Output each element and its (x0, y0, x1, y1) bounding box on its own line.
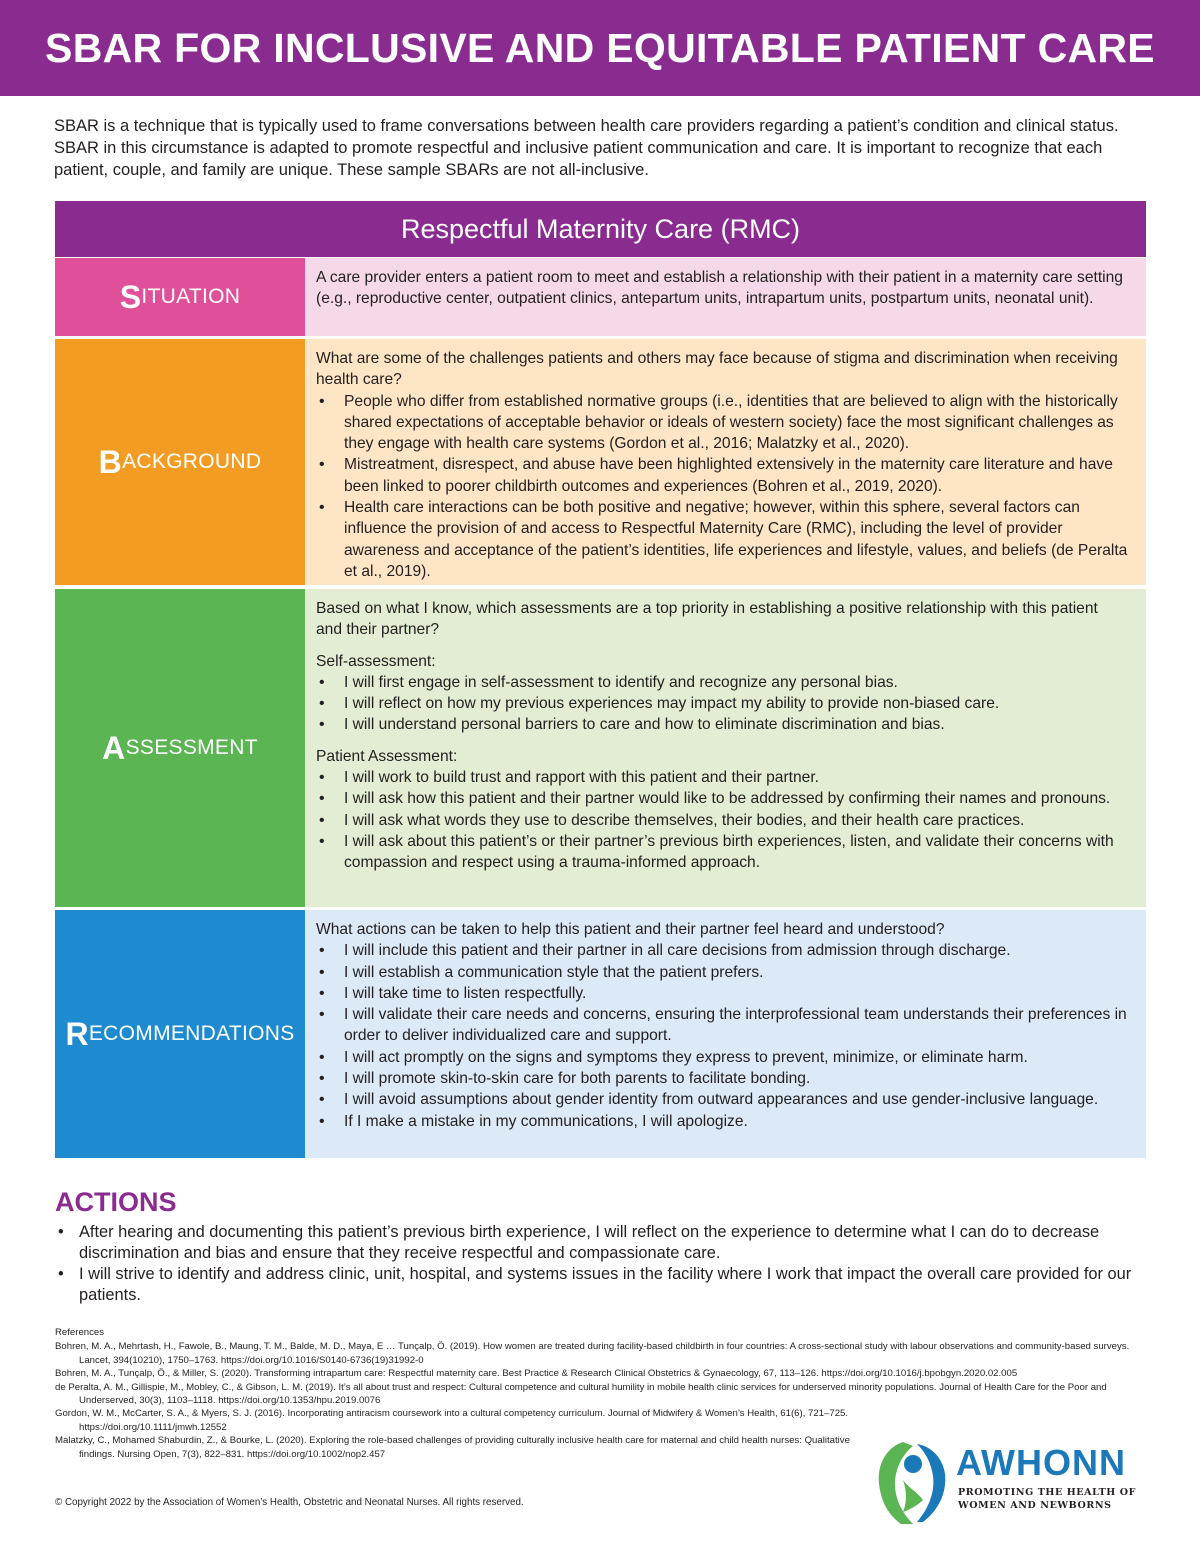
actions-heading: ACTIONS (55, 1187, 177, 1217)
background-label-rest: ACKGROUND (122, 450, 262, 473)
situation-label-rest: ITUATION (141, 285, 241, 308)
logo-wordmark: AWHONN (956, 1442, 1126, 1483)
assessment-label-rest: SSESSMENT (125, 736, 258, 759)
title-bar (0, 0, 1200, 96)
list-item: • I will ask what words they use to describe themselves, their bodies, and their health care practices. (316, 810, 1128, 831)
list-item: • I will ask about this patient’s or their partner’s previous birth experiences, listen, and validate their concerns with compassion and respect using a trauma-informed approach. (316, 831, 1128, 874)
list-item: • Health care interactions can be both positive and negative; however, within this sphere, several factors can influence the provision of and access to Respectful Maternity Care (RMC), including the level of provider awareness and acceptance of the patient’s identities, life experiences and lifestyle, values, and beliefs (de Peralta et al., 2019). (316, 497, 1128, 582)
list-item: • I will strive to identify and address clinic, unit, hospital, and systems issues in the facility where I work that impact the overall care provided for our patients. (55, 1264, 1145, 1306)
background-row (55, 339, 1146, 585)
list-item: • I will reflect on how my previous experiences may impact my ability to provide non-biased care. (316, 693, 1128, 714)
background-content (305, 339, 1146, 585)
list-item: • I will first engage in self-assessment to identify and recognize any personal bias. (316, 672, 1128, 693)
recommendations-question: What actions can be taken to help this patient and their partner feel heard and understood? (316, 921, 945, 938)
recommendations-content (305, 910, 1146, 1158)
logo-tagline-line-1: PROMOTING THE HEALTH OF (958, 1487, 1136, 1498)
situation-row (55, 258, 1146, 336)
recommendations-label (55, 910, 305, 1158)
list-item: • I will include this patient and their partner in all care decisions from admission through discharge. (316, 940, 1128, 961)
list-item: • I will work to build trust and rapport with this patient and their partner. (316, 767, 1128, 788)
list-item: • I will act promptly on the signs and symptoms they express to prevent, minimize, or eliminate harm. (316, 1047, 1128, 1068)
assessment-content (305, 589, 1146, 907)
list-item: • I will promote skin-to-skin care for both parents to facilitate bonding. (316, 1068, 1128, 1089)
background-label-initial: B (98, 443, 123, 480)
situation-label-initial: S (119, 278, 142, 315)
intro-paragraph: SBAR is a technique that is typically used to frame conversations between health care providers regarding a patient’s condition and clinical status. SBAR in this circumstance is adapted to promote respectful and inclusive patient communication and care. It is important to recognize that each patient, couple, and family are unique. These sample SBARs are not all-inclusive. (54, 117, 1119, 179)
patient-assessment-heading: Patient Assessment: (316, 747, 458, 765)
list-item: • Mistreatment, disrespect, and abuse have been highlighted extensively in the maternity care literature and have been linked to poorer childbirth outcomes and experiences (Bohren et al., 2019, 2020). (316, 454, 1128, 497)
background-label (55, 339, 305, 585)
background-list (316, 391, 1128, 583)
awhonn-figure-icon (873, 1440, 953, 1525)
assessment-label-initial: A (102, 729, 126, 766)
copyright: © Copyright 2022 by the Association of Women’s Health, Obstetric and Neonatal Nurses. All rights reserved. (55, 1497, 524, 1508)
recommendations-list (316, 940, 1128, 1132)
reference-item: de Peralta, A. M., Gillispie, M., Mobley, C., & Gibson, L. M. (2019). It’s all about trust and respect: Cultural competence and cultural humility in mobile health clinic services for underserved minority populations. Journal of Health Care for the Poor and Underserved, 30(3), 1103–1118. https://doi.org/10.1353/hpu.2019.0076 (55, 1381, 1107, 1407)
assessment-row (55, 589, 1146, 907)
recommendations-row (55, 910, 1146, 1158)
patient-assessment-list (316, 767, 1128, 873)
list-item: • After hearing and documenting this patient’s previous birth experience, I will reflect on the experience to determine what I can do to decrease discrimination and bias and ensure that they receive respectful and compassionate care. (55, 1222, 1145, 1264)
list-item: • I will understand personal barriers to care and how to eliminate discrimination and bias. (316, 714, 1128, 735)
situation-label (55, 258, 305, 336)
list-item: • If I make a mistake in my communications, I will apologize. (316, 1111, 1128, 1132)
list-item: • I will validate their care needs and concerns, ensuring the interprofessional team understands their preferences in order to deliver individualized care and support. (316, 1004, 1128, 1047)
recommendations-label-rest: ECOMMENDATIONS (88, 1022, 295, 1045)
actions-list (55, 1222, 1145, 1306)
self-assessment-list (316, 672, 1128, 736)
list-item: • People who differ from established normative groups (i.e., identities that are believed to align with the historically shared expectations of acceptable behavior or ideals of western society) face the most significant challenges as they engage with health care systems (Gordon et al., 2016; Malatzky et al., 2020). (316, 391, 1128, 455)
reference-item: Gordon, W. M., McCarter, S. A., & Myers, S. J. (2016). Incorporating antiracism coursework into a cultural competency curriculum. Journal of Midwifery & Women’s Health, 61(6), 721–725. https://doi.org/10.1111/jmwh.12552 (55, 1408, 849, 1433)
situation-text: A care provider enters a patient room to meet and establish a relationship with their patient in a maternity care setting (e.g., reproductive center, outpatient clinics, antepartum units, intrapartum units, postpartum units, neonatal unit). (316, 269, 1123, 308)
list-item: • I will establish a communication style that the patient prefers. (316, 962, 1128, 983)
list-item: • I will avoid assumptions about gender identity from outward appearances and use gender-inclusive language. (316, 1089, 1128, 1110)
reference-item: Malatzky, C., Mohamed Shaburdin, Z., & Bourke, L. (2020). Exploring the role-based challenges of providing culturally inclusive health care for maternal and child health nurses: Qualitative findings. Nursing Open, 7(3), 822–831. https://doi.org/10.1002/nop2.457 (55, 1435, 850, 1460)
self-assessment-heading: Self-assessment: (316, 652, 436, 670)
background-question: What are some of the challenges patients and others may face because of stigma and discrimination when receiving health care? (316, 350, 1118, 389)
table-header: Respectful Maternity Care (RMC) (55, 201, 1146, 257)
logo-tagline-line-2: WOMEN AND NEWBORNS (958, 1500, 1112, 1511)
recommendations-label-initial: R (65, 1015, 89, 1052)
reference-item: Bohren, M. A., Mehrtash, H., Fawole, B., Maung, T. M., Balde, M. D., Maya, E … Tunçalp, Ö. (2019). How women are treated during facility-based childbirth in four countries: A cross-sectional study with labour observations and community-based surveys. Lancet, 394(10210), 1750–1763. https://doi.org/10.1016/S0140-6736(19)31992-0 (55, 1341, 1130, 1366)
page-title: SBAR FOR INCLUSIVE AND EQUITABLE PATIENT CARE (45, 24, 1155, 71)
list-item: • I will ask how this patient and their partner would like to be addressed by confirming their names and pronouns. (316, 788, 1128, 809)
awhonn-logo (873, 1440, 1148, 1525)
assessment-label (55, 589, 305, 907)
assessment-question: Based on what I know, which assessments are a top priority in establishing a positive relationship with this patient and their partner? (316, 600, 1098, 639)
list-item: • I will take time to listen respectfully. (316, 983, 1128, 1004)
reference-item: Bohren, M. A., Tunçalp, Ö., & Miller, S. (2020). Transforming intrapartum care: Respectful maternity care. Best Practice & Research Clinical Obstetrics & Gynaecology, 67, 113–126. https://doi.org/10.1016/j.bpobgyn.2020.02.005 (55, 1368, 1018, 1380)
references-heading: References (55, 1327, 105, 1338)
logo-tagline (958, 1486, 1148, 1512)
situation-content (305, 258, 1146, 336)
